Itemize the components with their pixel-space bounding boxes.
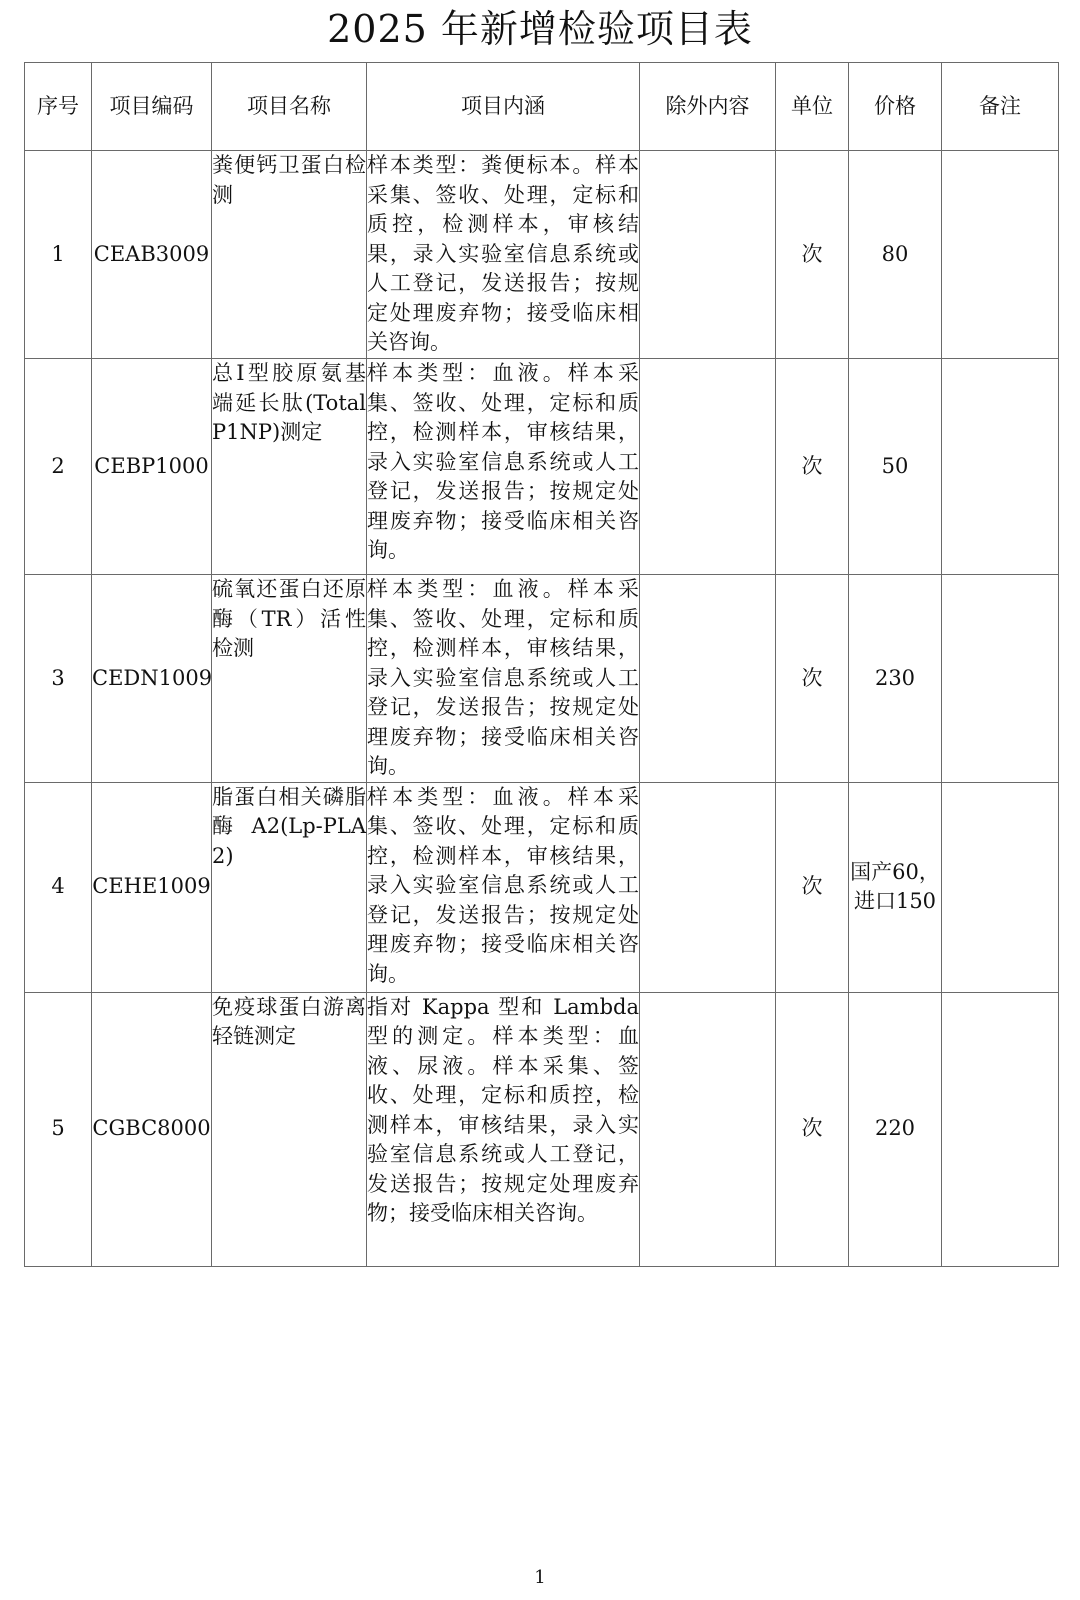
- cell-code: CEAB3009: [92, 151, 212, 359]
- cell-name: 总Ⅰ型胶原氨基端延长肽(Total P1NP)测定: [212, 359, 367, 575]
- column-header-code: 项目编码: [92, 63, 212, 151]
- cell-price: 220: [849, 992, 942, 1266]
- cell-unit: 次: [776, 575, 849, 783]
- cell-content: 样本类型：血液。样本采集、签收、处理，定标和质控，检测样本，审核结果，录入实验室信息系统或人工登记，发送报告；按规定处理废弃物；接受临床相关咨询。: [367, 359, 640, 575]
- cell-no: 2: [25, 359, 92, 575]
- cell-name: 脂蛋白相关磷脂酶 A2(Lp-PLA2): [212, 782, 367, 992]
- cell-price: 230: [849, 575, 942, 783]
- column-header-exclusion: 除外内容: [640, 63, 776, 151]
- column-header-price: 价格: [849, 63, 942, 151]
- cell-unit: 次: [776, 359, 849, 575]
- table-row: [25, 992, 1059, 1266]
- cell-exclusion: [640, 992, 776, 1266]
- cell-name: 免疫球蛋白游离轻链测定: [212, 992, 367, 1266]
- cell-content: 样本类型：血液。样本采集、签收、处理，定标和质控，检测样本，审核结果，录入实验室信息系统或人工登记，发送报告；按规定处理废弃物；接受临床相关咨询。: [367, 575, 640, 783]
- column-header-content: 项目内涵: [367, 63, 640, 151]
- cell-name: 粪便钙卫蛋白检测: [212, 151, 367, 359]
- cell-no: 3: [25, 575, 92, 783]
- cell-unit: 次: [776, 782, 849, 992]
- cell-content: 样本类型：血液。样本采集、签收、处理，定标和质控，检测样本，审核结果，录入实验室信息系统或人工登记，发送报告；按规定处理废弃物；接受临床相关咨询。: [367, 782, 640, 992]
- cell-remark: [942, 359, 1059, 575]
- cell-remark: [942, 992, 1059, 1266]
- cell-remark: [942, 782, 1059, 992]
- cell-content: 指对 Kappa 型和 Lambda 型的测定。样本类型：血液、尿液。样本采集、签收、处理，定标和质控，检测样本，审核结果，录入实验室信息系统或人工登记，发送报告；按规定处理废弃物；接受临床相关咨询。: [367, 992, 640, 1266]
- cell-name: 硫氧还蛋白还原酶（TR）活性检测: [212, 575, 367, 783]
- cell-code: CEHE1009: [92, 782, 212, 992]
- cell-remark: [942, 151, 1059, 359]
- cell-exclusion: [640, 359, 776, 575]
- column-header-no: 序号: [25, 63, 92, 151]
- cell-exclusion: [640, 151, 776, 359]
- items-table: [24, 62, 1059, 1267]
- cell-no: 5: [25, 992, 92, 1266]
- page-number: 1: [534, 1567, 546, 1588]
- cell-price: 国产60，进口150: [849, 782, 942, 992]
- cell-remark: [942, 575, 1059, 783]
- table-row: [25, 359, 1059, 575]
- document-title: 2025 年新增检验项目表: [327, 7, 753, 51]
- header-row: [25, 63, 1059, 151]
- column-header-name: 项目名称: [212, 63, 367, 151]
- cell-no: 1: [25, 151, 92, 359]
- cell-content: 样本类型：粪便标本。样本采集、签收、处理，定标和质控，检测样本，审核结果，录入实验室信息系统或人工登记，发送报告；按规定处理废弃物；接受临床相关咨询。: [367, 151, 640, 359]
- column-header-unit: 单位: [776, 63, 849, 151]
- cell-code: CEDN1009: [92, 575, 212, 783]
- cell-no: 4: [25, 782, 92, 992]
- cell-price: 50: [849, 359, 942, 575]
- cell-code: CEBP1000: [92, 359, 212, 575]
- table-row: [25, 151, 1059, 359]
- column-header-remark: 备注: [942, 63, 1059, 151]
- cell-exclusion: [640, 575, 776, 783]
- cell-code: CGBC8000: [92, 992, 212, 1266]
- cell-price: 80: [849, 151, 942, 359]
- table-row: [25, 575, 1059, 783]
- table-row: [25, 782, 1059, 992]
- cell-unit: 次: [776, 992, 849, 1266]
- cell-exclusion: [640, 782, 776, 992]
- cell-unit: 次: [776, 151, 849, 359]
